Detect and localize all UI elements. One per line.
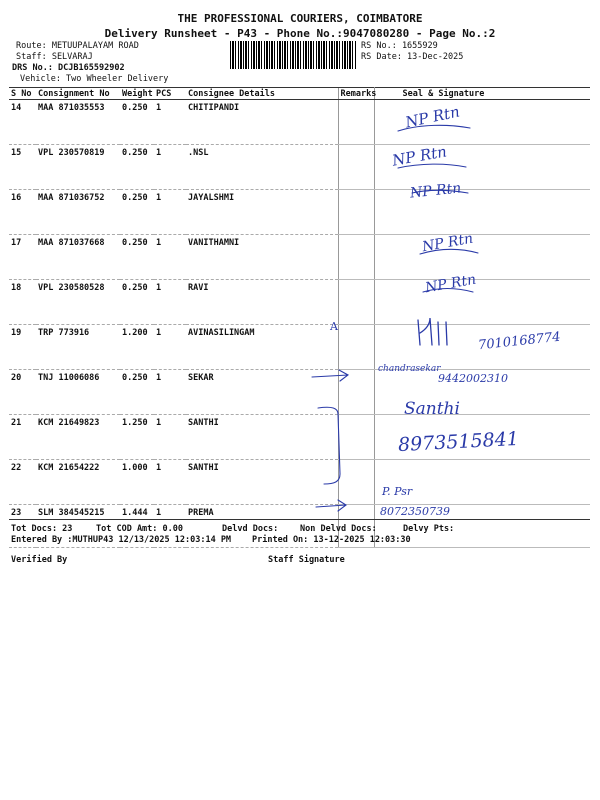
cell-seal [374,235,590,280]
cell-consignee: AVINASILINGAM [186,325,338,370]
col-sno: S No [9,88,36,100]
cell-pcs: 1 [154,370,186,415]
cell-pcs: 1 [154,145,186,190]
cell-pcs: 1 [154,415,186,460]
signature-row-23: P. Psr [382,485,413,498]
cell-consignment: VPL 230580528 [36,280,120,325]
cell-weight: 0.250 [120,235,154,280]
delivered-docs: Delvd Docs: [222,524,279,534]
cell-pcs: 1 [154,325,186,370]
phone-row-19: 7010168774 [477,329,562,354]
cell-consignee: SANTHI [186,460,338,505]
total-docs: Tot Docs: 23 [11,524,73,534]
runsheet-table [9,87,590,548]
cell-weight: 1.444 [120,505,154,548]
cell-consignee: .NSL [186,145,338,190]
phone-row-20: 9442002310 [438,372,508,385]
total-cod: Tot COD Amt: 0.00 [96,524,183,534]
staff-signature-label: Staff Signature [268,555,345,565]
cell-sno: 23 [9,505,36,548]
cell-seal [374,190,590,235]
cell-sno: 20 [9,370,36,415]
rs-number: RS No.: 1655929 [361,41,438,51]
cell-consignee: RAVI [186,280,338,325]
cell-seal [374,280,590,325]
cell-sno: 14 [9,100,36,145]
verified-by-label: Verified By [11,555,68,565]
cell-consignment: MAA 871035553 [36,100,120,145]
printed-on: Printed On: 13-12-2025 12:03:30 [252,535,411,545]
cell-pcs: 1 [154,460,186,505]
cell-remarks [338,460,374,505]
col-consignee: Consignee Details [186,88,338,100]
cell-pcs: 1 [154,235,186,280]
signature-row-16: NP Rtn [409,180,463,202]
cell-weight: 0.250 [120,145,154,190]
cell-pcs: 1 [154,505,186,548]
cell-remarks [338,370,374,415]
cell-weight: 0.250 [120,100,154,145]
col-pcs: PCS [154,88,186,100]
cell-consignment: MAA 871036752 [36,190,120,235]
cell-pcs: 1 [154,280,186,325]
non-delivered-docs: Non Delvd Docs: [300,524,377,534]
runsheet-subtitle: Delivery Runsheet - P43 - Phone No.:9047080280 - Page No.:2 [104,27,496,40]
barcode-icon [230,41,357,69]
cell-consignee: PREMA [186,505,338,548]
cell-consignment: SLM 384545215 [36,505,120,548]
table-row [9,460,590,505]
cell-consignment: TNJ 11006086 [36,370,120,415]
col-remarks: Remarks [338,88,374,100]
cell-sno: 15 [9,145,36,190]
cell-remarks [338,280,374,325]
cell-consignment: TRP 773916 [36,325,120,370]
table-row [9,100,590,145]
signature-row-20: chandrasekar [378,364,441,374]
cell-weight: 0.250 [120,370,154,415]
route-label: Route: METUUPALAYAM ROAD [16,41,139,51]
table-header-row [9,88,590,100]
signature-row-21: Santhi [404,399,460,419]
cell-consignee: VANITHAMNI [186,235,338,280]
cell-remarks [338,235,374,280]
signature-row-17: NP Rtn [421,230,475,256]
cell-remarks [338,100,374,145]
cell-sno: 21 [9,415,36,460]
col-weight: Weight [122,88,153,99]
cell-remarks [338,325,374,370]
page-title: THE PROFESSIONAL COURIERS, COIMBATORE [177,12,423,25]
phone-row-23: 8072350739 [380,505,450,518]
col-consignment: Consignment No [36,88,120,100]
rs-date: RS Date: 13-Dec-2025 [361,52,464,62]
cell-sno: 19 [9,325,36,370]
cell-weight: 1.000 [120,460,154,505]
cell-sno: 16 [9,190,36,235]
cell-consignee: SEKAR [186,370,338,415]
phone-row-22: 8973515841 [397,427,520,457]
cell-weight: 1.200 [120,325,154,370]
cell-pcs: 1 [154,190,186,235]
cell-pcs: 1 [154,100,186,145]
cell-consignment: MAA 871037668 [36,235,120,280]
table-row [9,190,590,235]
table-row [9,145,590,190]
cell-sno: 17 [9,235,36,280]
staff-label: Staff: SELVARAJ [16,52,93,62]
cell-remarks [338,145,374,190]
drs-number: DRS No.: DCJB165592902 [12,63,125,73]
cell-consignee: CHITIPANDI [186,100,338,145]
remark-mark: A [330,320,338,333]
signature-row-18: NP Rtn [424,271,478,297]
cell-remarks [338,190,374,235]
cell-weight: 0.250 [120,280,154,325]
cell-consignment: KCM 21649823 [36,415,120,460]
col-seal: Seal & Signature [374,88,590,100]
table-row [9,235,590,280]
delivery-points: Delvy Pts: [403,524,455,534]
cell-sno: 18 [9,280,36,325]
cell-weight: 1.250 [120,415,154,460]
cell-weight: 0.250 [120,190,154,235]
vehicle-label: Vehicle: Two Wheeler Delivery [20,74,169,84]
cell-consignment: VPL 230570819 [36,145,120,190]
signature-row-14: NP Rtn [403,102,462,132]
cell-consignee: JAYALSHMI [186,190,338,235]
entered-by: Entered By :MUTHUP43 12/13/2025 12:03:14 PM [11,535,232,545]
signature-row-15: NP Rtn [390,142,449,170]
table-row [9,280,590,325]
footer-divider [9,519,590,520]
cell-sno: 22 [9,460,36,505]
cell-remarks [338,415,374,460]
cell-consignment: KCM 21654222 [36,460,120,505]
cell-consignee: SANTHI [186,415,338,460]
